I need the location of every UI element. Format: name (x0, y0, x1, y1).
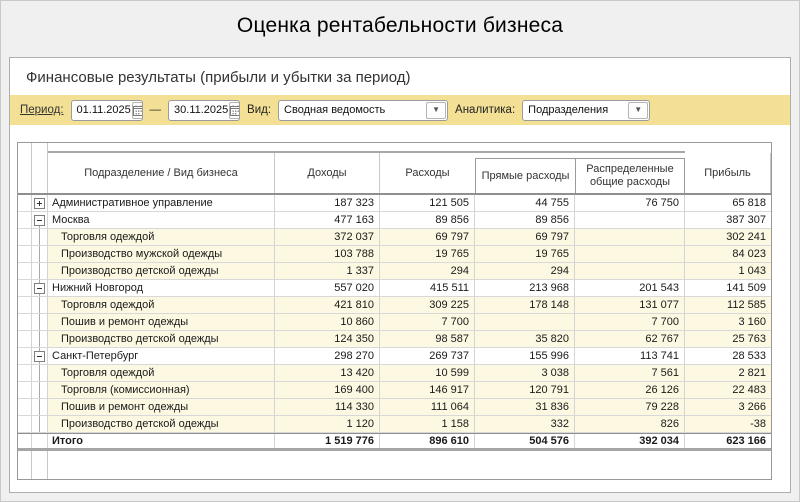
tree-rail (39, 365, 40, 381)
row-name: Пошив и ремонт одежды (48, 314, 275, 330)
cell-income: 1 120 (275, 416, 380, 432)
cell-direct: 69 797 (475, 229, 575, 245)
cell-allocated: 26 126 (575, 382, 685, 398)
tree-rail (39, 294, 40, 296)
page-title: Оценка рентабельности бизнеса (236, 14, 564, 37)
tree-rail (39, 362, 40, 364)
strip-profit-segment (685, 143, 771, 153)
cell-expenses: 7 700 (380, 314, 475, 330)
analytics-label: Аналитика: (455, 104, 516, 116)
row-name: Торговля одеждой (48, 297, 275, 313)
tree-spacer-cell (18, 416, 32, 432)
column-header-expenses: Расходы (405, 166, 450, 179)
tree-rail (39, 416, 40, 432)
cell-profit: 22 483 (685, 382, 771, 398)
cell-allocated (575, 229, 685, 245)
cell-direct: 44 755 (475, 195, 575, 211)
tree-spacer-cell (18, 195, 32, 211)
report-heading: Финансовые результаты (прибыли и убытки за период) (26, 69, 411, 86)
cell-expenses: 89 856 (380, 212, 475, 228)
cell-expenses: 269 737 (380, 348, 475, 364)
cell-profit: 302 241 (685, 229, 771, 245)
tree-spacer-cell (18, 399, 32, 415)
cell-profit: 112 585 (685, 297, 771, 313)
tree-cell (32, 314, 48, 330)
table-row[interactable] (18, 297, 771, 314)
cell-income: 187 323 (275, 195, 380, 211)
total-direct: 504 576 (475, 434, 575, 448)
cell-expenses: 121 505 (380, 195, 475, 211)
strip-tree-segment (32, 143, 48, 153)
cell-direct: 213 968 (475, 280, 575, 296)
cell-profit: -38 (685, 416, 771, 432)
tree-cell (32, 331, 48, 347)
cell-income: 477 163 (275, 212, 380, 228)
cell-profit: 1 043 (685, 263, 771, 279)
header-tree-spacer (18, 153, 32, 193)
cell-income: 298 270 (275, 348, 380, 364)
row-name: Москва (48, 212, 275, 228)
cell-profit: 387 307 (726, 214, 766, 226)
cell-profit: 84 023 (685, 246, 771, 262)
tree-cell (32, 399, 48, 415)
total-income: 1 519 776 (275, 434, 380, 448)
tree-cell (32, 229, 48, 245)
tree-rail (39, 297, 40, 313)
table-row[interactable] (18, 195, 771, 212)
cell-direct: 31 836 (475, 399, 575, 415)
cell-income: 1 337 (275, 263, 380, 279)
total-expenses: 896 610 (380, 434, 475, 448)
tree-spacer-cell (18, 348, 32, 364)
column-header-direct-box: Прямые расходы (475, 158, 575, 193)
dropdown-arrow-icon: ▼ (634, 105, 643, 114)
report-toolbar (10, 95, 790, 125)
table-row[interactable] (18, 280, 771, 297)
cell-allocated: 113 741 (575, 348, 685, 364)
tree-rail (39, 331, 40, 347)
header-tree-spacer (32, 153, 48, 193)
cell-allocated: 131 077 (575, 297, 685, 313)
cell-income: 372 037 (275, 229, 380, 245)
row-name: Производство мужской одежды (48, 246, 275, 262)
date-to-value: 30.11.2025 (174, 104, 229, 116)
table-row[interactable] (18, 365, 771, 382)
cell-allocated: 62 767 (575, 331, 685, 347)
row-name: Административное управление (48, 195, 275, 211)
period-link[interactable]: Период: (20, 104, 64, 116)
analytics-dropdown-button[interactable] (628, 102, 648, 119)
strip-tree-segment (18, 143, 32, 153)
cell-income: 421 810 (275, 297, 380, 313)
cell-direct: 294 (475, 263, 575, 279)
collapse-minus-icon[interactable] (34, 283, 45, 294)
date-from-calendar-button[interactable] (132, 102, 143, 119)
tree-spacer-cell (18, 212, 32, 228)
row-name: Торговля одеждой (48, 365, 275, 381)
total-row[interactable] (18, 433, 771, 451)
table-row[interactable] (18, 399, 771, 416)
table-row[interactable] (18, 212, 771, 229)
table-row[interactable] (18, 263, 771, 280)
tree-rail (39, 399, 40, 415)
cell-income: 124 350 (275, 331, 380, 347)
tree-spacer-cell (18, 280, 32, 296)
cell-expenses: 10 599 (380, 365, 475, 381)
tree-spacer-column (18, 451, 32, 479)
cell-direct: 178 148 (475, 297, 575, 313)
total-profit: 623 166 (726, 435, 766, 447)
table-row[interactable] (18, 331, 771, 348)
cell-expenses: 111 064 (380, 399, 475, 415)
table-row[interactable] (18, 229, 771, 246)
row-name: Торговля одеждой (48, 229, 275, 245)
cell-profit: 3 266 (685, 399, 771, 415)
tree-cell (32, 434, 48, 448)
tree-cell (32, 195, 48, 211)
cell-allocated: 826 (575, 416, 685, 432)
tree-cell (32, 246, 48, 262)
cell-direct: 19 765 (475, 246, 575, 262)
cell-expenses: 309 225 (380, 297, 475, 313)
cell-allocated: 79 228 (575, 399, 685, 415)
date-range-dash: — (149, 104, 162, 116)
tree-spacer-cell (18, 331, 32, 347)
column-header-name: Подразделение / Вид бизнеса (48, 153, 275, 193)
tree-rail (39, 382, 40, 398)
tree-cell (32, 280, 48, 296)
column-header-profit: Прибыль (685, 153, 771, 193)
cell-profit: 141 509 (726, 282, 766, 294)
total-label: Итого (48, 434, 275, 448)
tree-column (32, 451, 48, 479)
analytics-combobox[interactable] (522, 100, 650, 121)
tree-spacer-cell (18, 229, 32, 245)
table-row[interactable] (18, 382, 771, 399)
cell-allocated: 7 700 (575, 314, 685, 330)
collapse-minus-icon[interactable] (34, 351, 45, 362)
cell-expenses: 98 587 (380, 331, 475, 347)
cell-allocated (575, 246, 685, 262)
table-row[interactable] (18, 246, 771, 263)
cell-allocated (575, 263, 685, 279)
cell-expenses: 294 (380, 263, 475, 279)
cell-direct: 89 856 (475, 212, 575, 228)
tree-rail (39, 314, 40, 330)
cell-allocated (575, 212, 685, 228)
table-row[interactable] (18, 348, 771, 365)
calendar-icon (133, 105, 143, 116)
cell-direct: 155 996 (475, 348, 575, 364)
cell-income: 114 330 (275, 399, 380, 415)
strip-expense-group-segment (475, 143, 685, 153)
strip-main-segment (48, 143, 475, 153)
view-combobox[interactable] (278, 100, 448, 121)
tree-spacer-cell (18, 263, 32, 279)
total-allocated: 392 034 (575, 434, 685, 448)
financial-results-table (17, 142, 772, 480)
row-name: Производство детской одежды (48, 416, 275, 432)
table-row[interactable] (18, 314, 771, 331)
cell-income: 10 860 (275, 314, 380, 330)
tree-spacer-cell (18, 297, 32, 313)
view-dropdown-button[interactable] (426, 102, 446, 119)
cell-income: 557 020 (275, 280, 380, 296)
tree-rail (39, 226, 40, 228)
report-panel (9, 57, 791, 493)
header-top-strip (18, 143, 771, 153)
cell-direct: 35 820 (475, 331, 575, 347)
cell-allocated: 7 561 (575, 365, 685, 381)
expand-plus-icon[interactable] (34, 198, 45, 209)
row-name: Производство детской одежды (48, 331, 275, 347)
row-name: Пошив и ремонт одежды (48, 399, 275, 415)
date-from-field[interactable] (71, 100, 143, 121)
cell-allocated: 76 750 (575, 195, 685, 211)
tree-spacer-cell (18, 365, 32, 381)
tree-cell (32, 365, 48, 381)
cell-profit: 28 533 (732, 350, 766, 362)
tree-rail (39, 229, 40, 245)
column-header-income: Доходы (275, 153, 380, 193)
date-to-calendar-button[interactable] (229, 102, 240, 119)
tree-spacer-cell (18, 382, 32, 398)
calendar-icon (230, 105, 240, 116)
date-to-field[interactable] (168, 100, 240, 121)
cell-direct: 332 (475, 416, 575, 432)
cell-income: 103 788 (275, 246, 380, 262)
tree-cell (32, 263, 48, 279)
column-header-allocated-box: Распределенные общие расходы (575, 158, 685, 193)
table-empty-area (18, 451, 771, 479)
cell-profit: 3 160 (685, 314, 771, 330)
cell-direct: 3 038 (475, 365, 575, 381)
cell-expenses: 415 511 (380, 280, 475, 296)
cell-expenses: 146 917 (380, 382, 475, 398)
cell-direct (475, 314, 575, 330)
cell-profit: 25 763 (685, 331, 771, 347)
table-body (18, 195, 771, 433)
tree-cell (32, 348, 48, 364)
row-name: Нижний Новгород (48, 280, 275, 296)
column-header-direct (475, 153, 575, 193)
tree-spacer-cell (18, 246, 32, 262)
view-value: Сводная ведомость (284, 104, 386, 116)
view-label: Вид: (247, 104, 272, 116)
row-name: Санкт-Петербург (48, 348, 275, 364)
dropdown-arrow-icon: ▼ (432, 105, 440, 114)
row-name: Торговля (комиссионная) (48, 382, 275, 398)
collapse-minus-icon[interactable] (34, 215, 45, 226)
tree-cell (32, 382, 48, 398)
cell-expenses: 1 158 (380, 416, 475, 432)
column-header-allocated (575, 153, 685, 193)
cell-income: 169 400 (275, 382, 380, 398)
cell-income: 13 420 (275, 365, 380, 381)
date-from-value: 01.11.2025 (76, 104, 131, 116)
tree-cell (32, 297, 48, 313)
row-name: Производство детской одежды (48, 263, 275, 279)
table-header-row (18, 153, 771, 195)
tree-spacer-cell (18, 314, 32, 330)
cell-profit: 2 821 (685, 365, 771, 381)
cell-expenses: 19 765 (380, 246, 475, 262)
tree-spacer-cell (18, 434, 32, 448)
table-row[interactable] (18, 416, 771, 433)
tree-rail (39, 263, 40, 279)
cell-profit: 65 818 (732, 197, 766, 209)
tree-rail (39, 246, 40, 262)
cell-expenses: 69 797 (380, 229, 475, 245)
tree-cell (32, 212, 48, 228)
analytics-value: Подразделения (528, 104, 609, 116)
cell-allocated: 201 543 (575, 280, 685, 296)
cell-direct: 120 791 (475, 382, 575, 398)
tree-cell (32, 416, 48, 432)
